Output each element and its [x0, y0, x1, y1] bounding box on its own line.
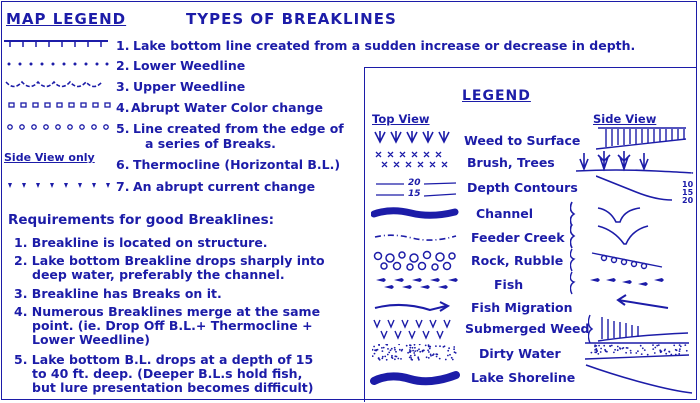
requirement-5-line-2: to 40 ft. deep. (Deeper B.L.s hold fish,	[32, 366, 303, 381]
breakline-3-symbol	[4, 79, 112, 93]
requirement-2-line-1: 2. Lake bottom Breakline drops sharply into	[14, 253, 325, 268]
depth-contour-label-15: 15	[408, 189, 421, 199]
depth-label-20: 20	[682, 196, 694, 205]
legend-label-rock-rubble: Rock, Rubble	[471, 253, 564, 268]
dirty-water-top-symbol	[372, 344, 460, 362]
fish-migration-side-symbol	[612, 292, 682, 314]
legend-label-weed-to-surface: Weed to Surface	[464, 133, 581, 148]
legend-label-depth-contours: Depth Contours	[467, 180, 578, 195]
legend-label-channel: Channel	[476, 206, 534, 221]
breakline-6-number: 6.	[116, 157, 130, 172]
feeder-creek-top-symbol	[372, 230, 460, 244]
breakline-2-text: Lower Weedline	[133, 58, 246, 73]
requirement-3-line-1: 3. Breakline has Breaks on it.	[14, 286, 222, 301]
legend-label-brush-trees: Brush, Trees	[467, 155, 555, 170]
requirement-4-line-3: Lower Weedline)	[32, 332, 150, 347]
legend-label-fish: Fish	[494, 277, 524, 292]
breakline-3-number: 3.	[116, 79, 130, 94]
side-view-label: Side View	[593, 112, 657, 126]
map-legend-title: MAP LEGEND	[6, 10, 127, 28]
breakline-4-number: 4.	[116, 100, 130, 115]
breakline-5-text: Line created from the edge of	[133, 121, 344, 136]
side-view-only-label: Side View only	[4, 151, 95, 164]
breakline-2-symbol	[6, 60, 110, 68]
breakline-5-number: 5.	[116, 121, 130, 136]
submerged-weed-top-symbol	[372, 318, 460, 342]
breakline-7-number: 7.	[116, 179, 130, 194]
requirement-1-line-1: 1. Breakline is located on structure.	[14, 235, 268, 250]
types-of-breaklines-title: TYPES OF BREAKLINES	[186, 10, 397, 28]
breakline-1-number: 1.	[116, 38, 130, 53]
requirements-title: Requirements for good Breaklines:	[8, 212, 275, 228]
depth-label-10: 10	[682, 180, 694, 189]
breakline-3-text: Upper Weedline	[133, 79, 246, 94]
requirement-5-line-1: 5. Lake bottom B.L. drops at a depth of 15	[14, 352, 314, 367]
legend-label-dirty-water: Dirty Water	[479, 346, 561, 361]
breakline-5-symbol	[6, 122, 110, 132]
legend-label-fish-migration: Fish Migration	[471, 300, 573, 315]
depth-label-15: 15	[682, 188, 694, 197]
brush-trees-side-symbol	[576, 149, 694, 175]
fish-top-symbol	[372, 274, 460, 292]
breakline-6-text: Thermocline (Horizontal B.L.)	[133, 157, 341, 172]
brush-trees-top-symbol	[374, 150, 460, 174]
breakline-2-number: 2.	[116, 58, 130, 73]
rock-rubble-top-symbol	[372, 250, 460, 272]
breakline-4-text: Abrupt Water Color change	[131, 100, 323, 115]
lake-shoreline-top-symbol	[370, 367, 460, 389]
breakline-5-text-line2: a series of Breaks.	[145, 136, 276, 151]
breakline-4-symbol	[8, 100, 112, 110]
legend-label-lake-shoreline: Lake Shoreline	[471, 370, 576, 385]
top-view-label: Top View	[372, 112, 430, 126]
lake-shoreline-side-symbol	[584, 361, 694, 397]
fish-migration-top-symbol	[372, 296, 460, 316]
requirement-4-line-2: point. (ie. Drop Off B.L.+ Thermocline +	[32, 318, 313, 333]
depth-contour-label-20: 20	[408, 178, 421, 188]
weed-to-surface-side-symbol	[596, 125, 692, 151]
depth-contours-side-symbol	[596, 174, 680, 202]
dirty-water-side-symbol	[585, 341, 693, 363]
breakline-1-text: Lake bottom line created from a sudden increase or decrease in depth.	[133, 38, 636, 53]
legend-title: LEGEND	[462, 88, 531, 104]
channel-top-symbol	[371, 204, 459, 222]
legend-label-submerged-weed: Submerged Weed	[465, 321, 590, 336]
requirement-2-line-2: deep water, preferably the channel.	[32, 267, 285, 282]
legend-label-feeder-creek: Feeder Creek	[471, 230, 565, 245]
weed-to-surface-top-symbol	[372, 128, 458, 148]
breakline-1-symbol	[4, 38, 112, 50]
breakline-7-symbol	[6, 180, 110, 190]
requirement-4-line-1: 4. Numerous Breaklines merge at the same	[14, 304, 321, 319]
breakline-7-text: An abrupt current change	[133, 179, 316, 194]
requirement-5-line-3: but lure presentation becomes difficult)	[32, 380, 314, 395]
